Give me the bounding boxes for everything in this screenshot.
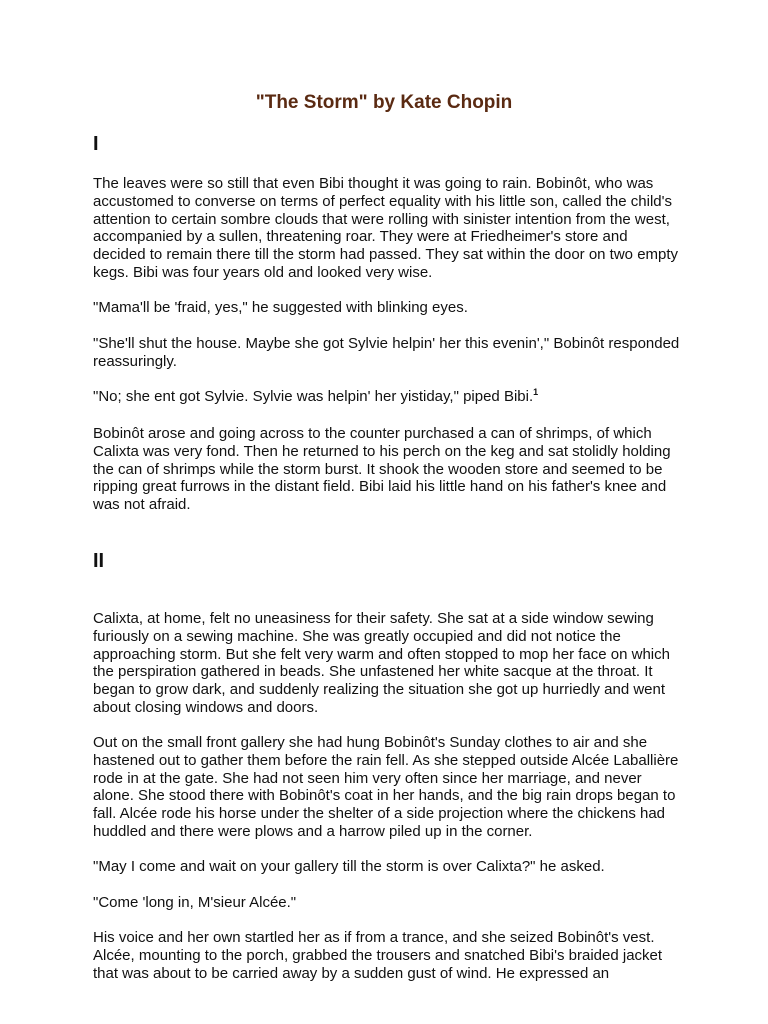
paragraph: "Come 'long in, M'sieur Alcée." — [93, 894, 297, 911]
paragraph: The leaves were so still that even Bibi thought it was going to rain. Bobinôt, who was accustomed to converse on terms of perfect equality with his little son, called the child's attention to certain sombre clouds that were rolling with sinister intention from the west, accompanied by a sullen, threatening roar. They were at Friedheimer's store and decided to remain there till the storm had passed. They sat within the door on two empty kegs. Bibi was four years old and looked very wise. — [93, 175, 679, 281]
paragraph: Out on the small front gallery she had hung Bobinôt's Sunday clothes to air and she hastened out to gather them before the rain fell. As she stepped outside Alcée Laballière rode in at the gate. She had not seen him very often since her marriage, and never alone. She stood there with Bobinôt's coat in her hands, and the big rain drops began to fall. Alcée rode his horse under the shelter of a side projection where the chickens had huddled and there were plows and a harrow piled up in the corner. — [93, 734, 679, 840]
paragraph: "Mama'll be 'fraid, yes," he suggested with blinking eyes. — [93, 299, 468, 316]
paragraph: Calixta, at home, felt no uneasiness for their safety. She sat at a side window sewing furiously on a sewing machine. She was greatly occupied and did not notice the approaching storm. But she felt very warm and often stopped to mop her face on which the perspiration gathered in beads. She unfastened her white sacque at the throat. It began to grow dark, and suddenly realizing the situation she got up hurriedly and went about closing windows and doors. — [93, 610, 670, 716]
paragraph: "She'll shut the house. Maybe she got Sylvie helpin' her this evenin'," Bobinôt responded reassuringly. — [93, 335, 680, 370]
paragraph-text: "No; she ent got Sylvie. Sylvie was helpin' her yistiday," piped Bibi. — [93, 388, 534, 405]
paragraph: "May I come and wait on your gallery till the storm is over Calixta?" he asked. — [93, 858, 605, 875]
paragraph-with-footnote — [93, 388, 683, 406]
document-title: "The Storm" by Kate Chopin — [255, 92, 513, 113]
footnote-marker[interactable]: 1 — [533, 387, 539, 397]
section-heading-2: II — [93, 550, 105, 572]
section-heading-1: I — [93, 133, 99, 155]
paragraph: His voice and her own startled her as if from a trance, and she seized Bobinôt's vest. Alcée, mounting to the porch, grabbed the trousers and snatched Bibi's braided jacket that was about to be carried away by a sudden gust of wind. He expressed an — [93, 929, 663, 982]
paragraph: Bobinôt arose and going across to the counter purchased a can of shrimps, of which Calixta was very fond. Then he returned to his perch on the keg and sat stolidly holding the can of shrimps while the storm burst. It shook the wooden store and seemed to be ripping great furrows in the distant field. Bibi laid his little hand on his father's knee and was not afraid. — [93, 425, 671, 514]
